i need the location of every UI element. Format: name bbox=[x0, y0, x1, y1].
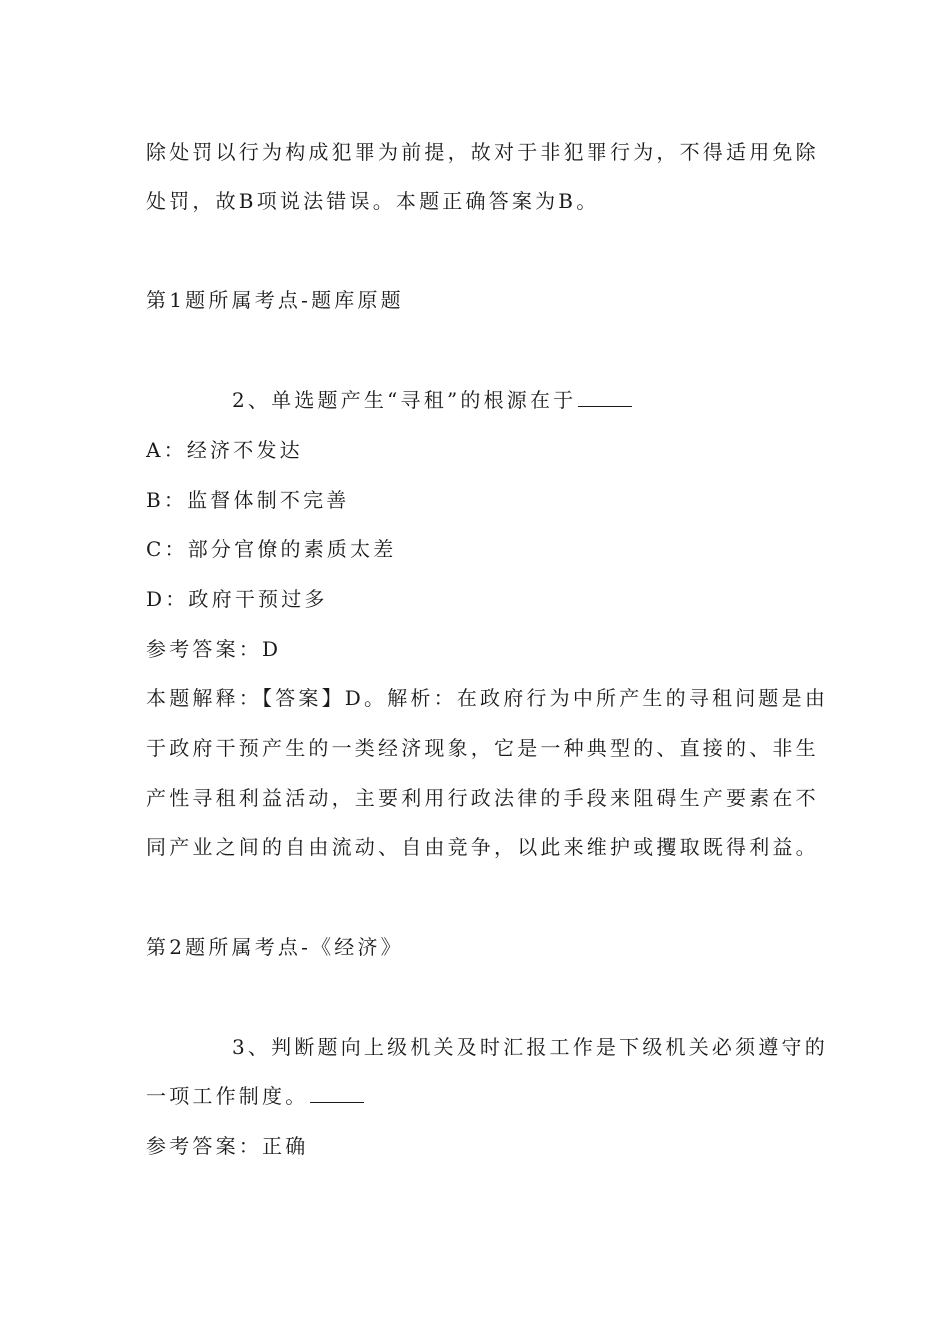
q2-stem bbox=[232, 386, 632, 414]
answer-blank bbox=[310, 1084, 364, 1103]
q2-knowledge-point: 第2题所属考点-《经济》 bbox=[146, 935, 404, 959]
q2-option-a: A：经济不发达 bbox=[146, 438, 303, 462]
q3-stem-line-2 bbox=[146, 1082, 364, 1110]
q3-stem-line-1: 3、判断题向上级机关及时汇报工作是下级机关必须遵守的 bbox=[232, 1035, 828, 1059]
q2-option-d: D：政府干预过多 bbox=[146, 587, 328, 611]
answer-blank bbox=[578, 388, 632, 407]
q2-explanation-line-3: 产性寻租利益活动，主要利用行政法律的手段来阻碍生产要素在不 bbox=[146, 786, 819, 810]
q1-explanation-line-2: 处罚，故B项说法错误。本题正确答案为B。 bbox=[146, 189, 600, 213]
q2-option-b: B：监督体制不完善 bbox=[146, 488, 350, 512]
q1-explanation-line-1: 除处罚以行为构成犯罪为前提，故对于非犯罪行为，不得适用免除 bbox=[146, 140, 819, 164]
q2-explanation-line-1: 本题解释：【答案】D。解析：在政府行为中所产生的寻租问题是由 bbox=[146, 686, 829, 710]
q2-explanation-line-4: 同产业之间的自由流动、自由竞争，以此来维护或攫取既得利益。 bbox=[146, 835, 819, 859]
q2-option-c: C：部分官僚的素质太差 bbox=[146, 537, 397, 561]
q3-answer: 参考答案：正确 bbox=[146, 1134, 309, 1158]
q3-stem-text: 一项工作制度。 bbox=[146, 1084, 309, 1108]
q2-answer: 参考答案：D bbox=[146, 637, 282, 661]
q2-explanation-line-2: 于政府干预产生的一类经济现象，它是一种典型的、直接的、非生 bbox=[146, 736, 819, 760]
q2-stem-text: 2、单选题产生“寻租”的根源在于 bbox=[232, 388, 577, 412]
q1-knowledge-point: 第1题所属考点-题库原题 bbox=[146, 288, 404, 312]
